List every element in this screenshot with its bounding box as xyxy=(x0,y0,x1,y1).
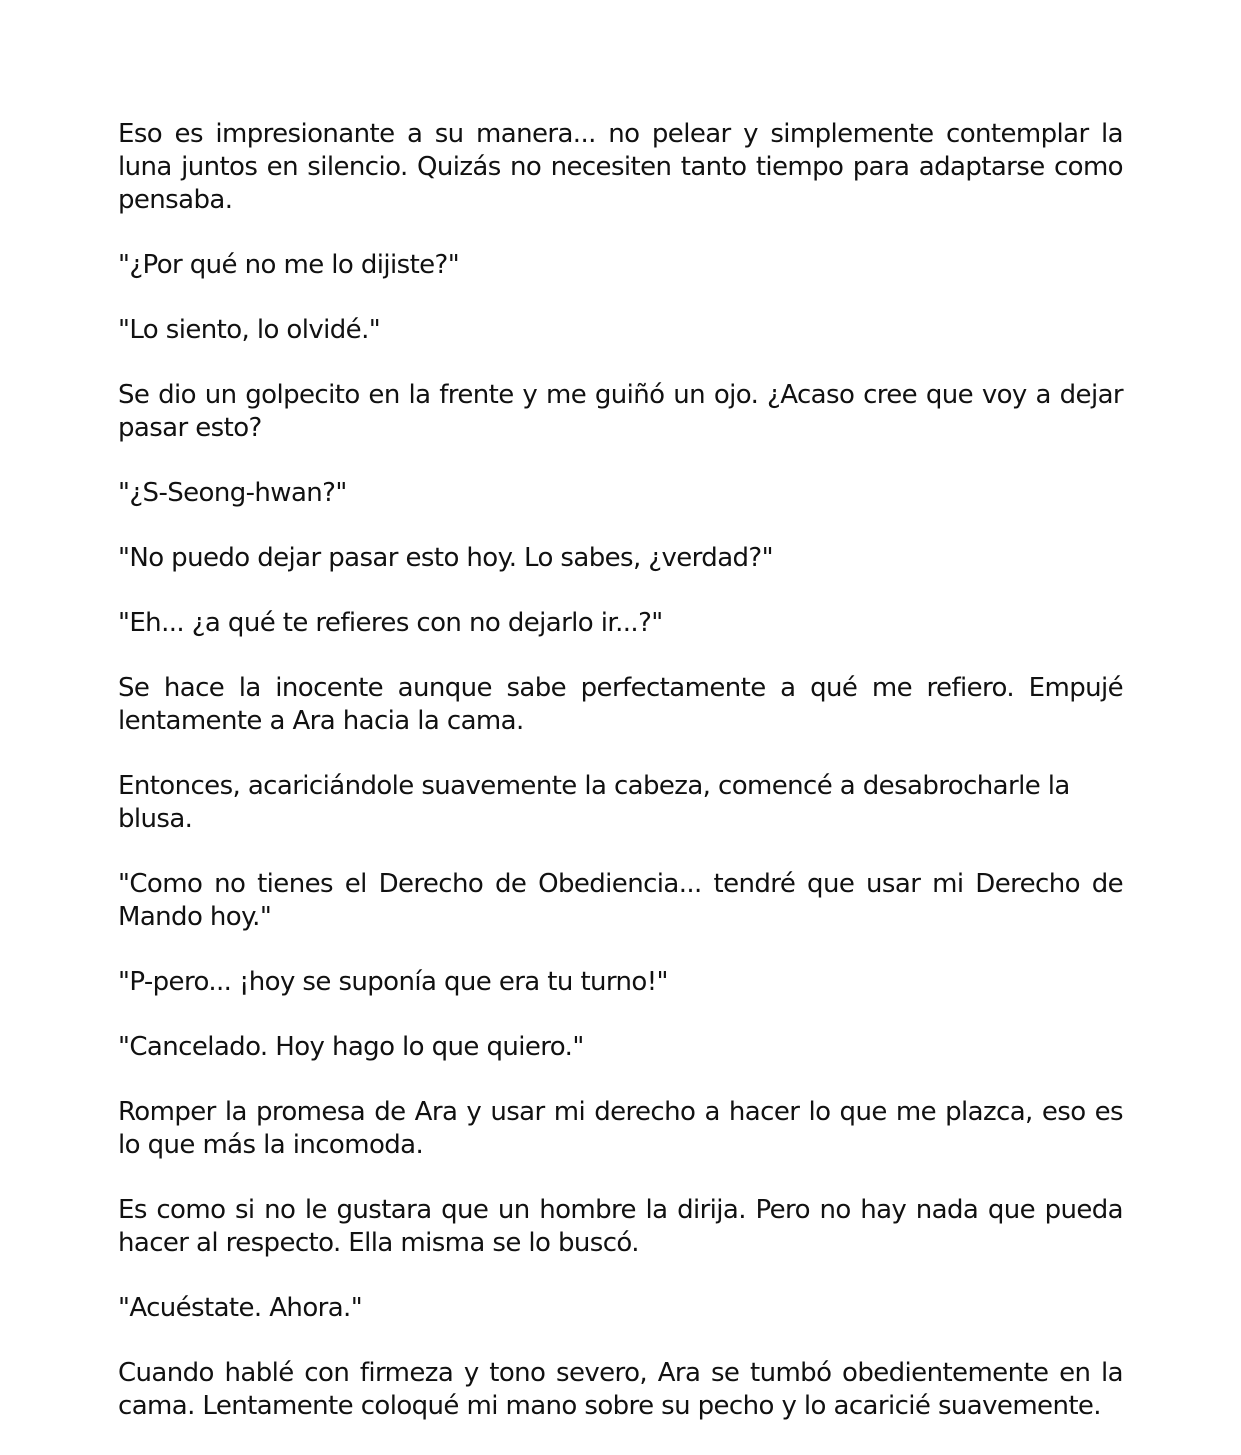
paragraph-11: "P-pero... ¡hoy se suponía que era tu turno!" xyxy=(118,967,668,997)
document-page xyxy=(118,118,1123,1455)
paragraph-1: Eso es impresionante a su manera... no pelear y simplemente contemplar la luna juntos en silencio. Quizás no necesiten tanto tiempo para adaptarse como pensaba. xyxy=(118,119,1123,215)
paragraph-10: "Como no tienes el Derecho de Obediencia... tendré que usar mi Derecho de Mando hoy." xyxy=(118,869,1123,932)
paragraph-5: "¿S-Seong-hwan?" xyxy=(118,478,347,508)
paragraph-2: "¿Por qué no me lo dijiste?" xyxy=(118,250,460,280)
paragraph-3: "Lo siento, lo olvidé." xyxy=(118,315,381,345)
paragraph-6: "No puedo dejar pasar esto hoy. Lo sabes, ¿verdad?" xyxy=(118,543,773,573)
paragraph-16: Cuando hablé con firmeza y tono severo, Ara se tumbó obedientemente en la cama. Lentamente coloqué mi mano sobre su pecho y lo acaricié suavemente. xyxy=(118,1358,1123,1421)
paragraph-7: "Eh... ¿a qué te refieres con no dejarlo ir...?" xyxy=(118,608,663,638)
paragraph-8: Se hace la inocente aunque sabe perfectamente a qué me refiero. Empujé lentamente a Ara hacia la cama. xyxy=(118,673,1123,736)
paragraph-12: "Cancelado. Hoy hago lo que quiero." xyxy=(118,1032,584,1062)
paragraph-15: "Acuéstate. Ahora." xyxy=(118,1293,363,1323)
paragraph-9: Entonces, acariciándole suavemente la cabeza, comencé a desabrocharle la blusa. xyxy=(118,771,1070,834)
paragraph-4: Se dio un golpecito en la frente y me guiñó un ojo. ¿Acaso cree que voy a dejar pasar esto? xyxy=(118,380,1123,443)
paragraph-13: Romper la promesa de Ara y usar mi derecho a hacer lo que me plazca, eso es lo que más la incomoda. xyxy=(118,1097,1123,1160)
paragraph-14: Es como si no le gustara que un hombre la dirija. Pero no hay nada que pueda hacer al respecto. Ella misma se lo buscó. xyxy=(118,1195,1123,1258)
